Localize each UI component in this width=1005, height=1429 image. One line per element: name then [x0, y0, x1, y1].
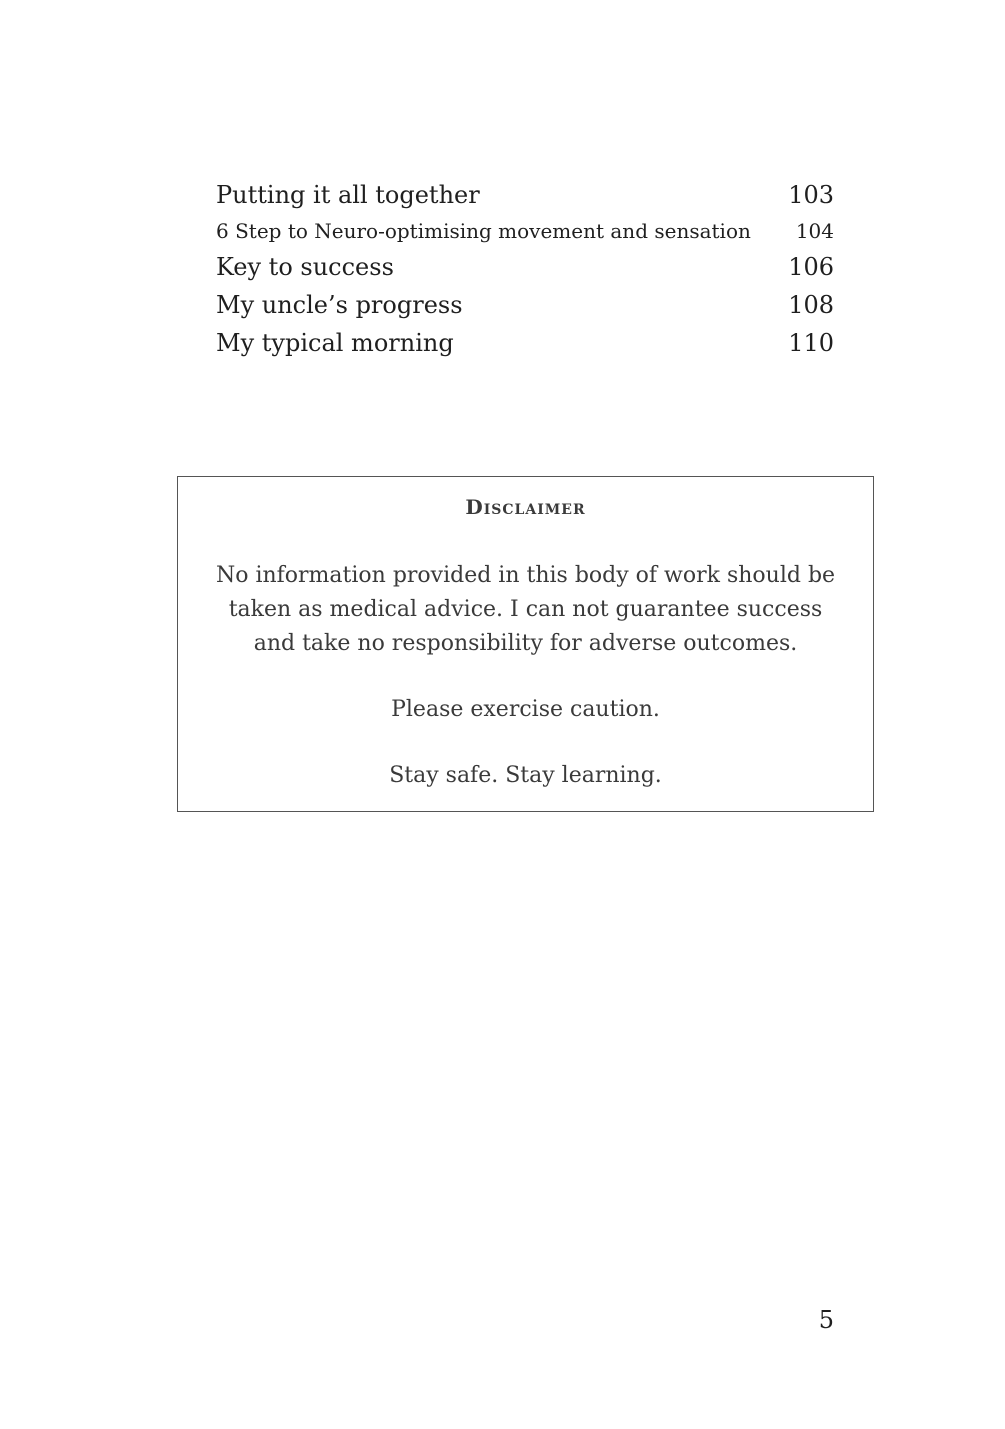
toc-entry-title: My uncle’s progress [216, 291, 463, 319]
toc-entry-page: 103 [788, 181, 834, 209]
toc-entry[interactable] [216, 176, 834, 214]
disclaimer-body: No information provided in this body of work should be taken as medical advice. I can not guarantee success and take no responsibility for adverse outcomes. [215, 563, 836, 656]
disclaimer-box [177, 476, 874, 812]
table-of-contents [216, 176, 834, 362]
toc-entry[interactable] [216, 248, 834, 286]
toc-entry-title: Putting it all together [216, 181, 480, 209]
toc-entry-page: 108 [788, 291, 834, 319]
toc-entry[interactable] [216, 286, 834, 324]
toc-entry[interactable] [216, 324, 834, 362]
disclaimer-heading: Disclaimer [465, 495, 586, 519]
toc-entry-title: My typical morning [216, 329, 454, 357]
toc-entry-page: 104 [795, 219, 834, 243]
page-number: 5 [818, 1306, 834, 1334]
toc-entry-title: 6 Step to Neuro-optimising movement and sensation [216, 219, 751, 243]
toc-entry-page: 106 [788, 253, 834, 281]
toc-entry-page: 110 [788, 329, 834, 357]
toc-entry[interactable] [216, 214, 834, 248]
disclaimer-caution: Please exercise caution. [391, 697, 660, 722]
toc-entry-title: Key to success [216, 253, 394, 281]
disclaimer-signoff: Stay safe. Stay learning. [389, 763, 662, 788]
